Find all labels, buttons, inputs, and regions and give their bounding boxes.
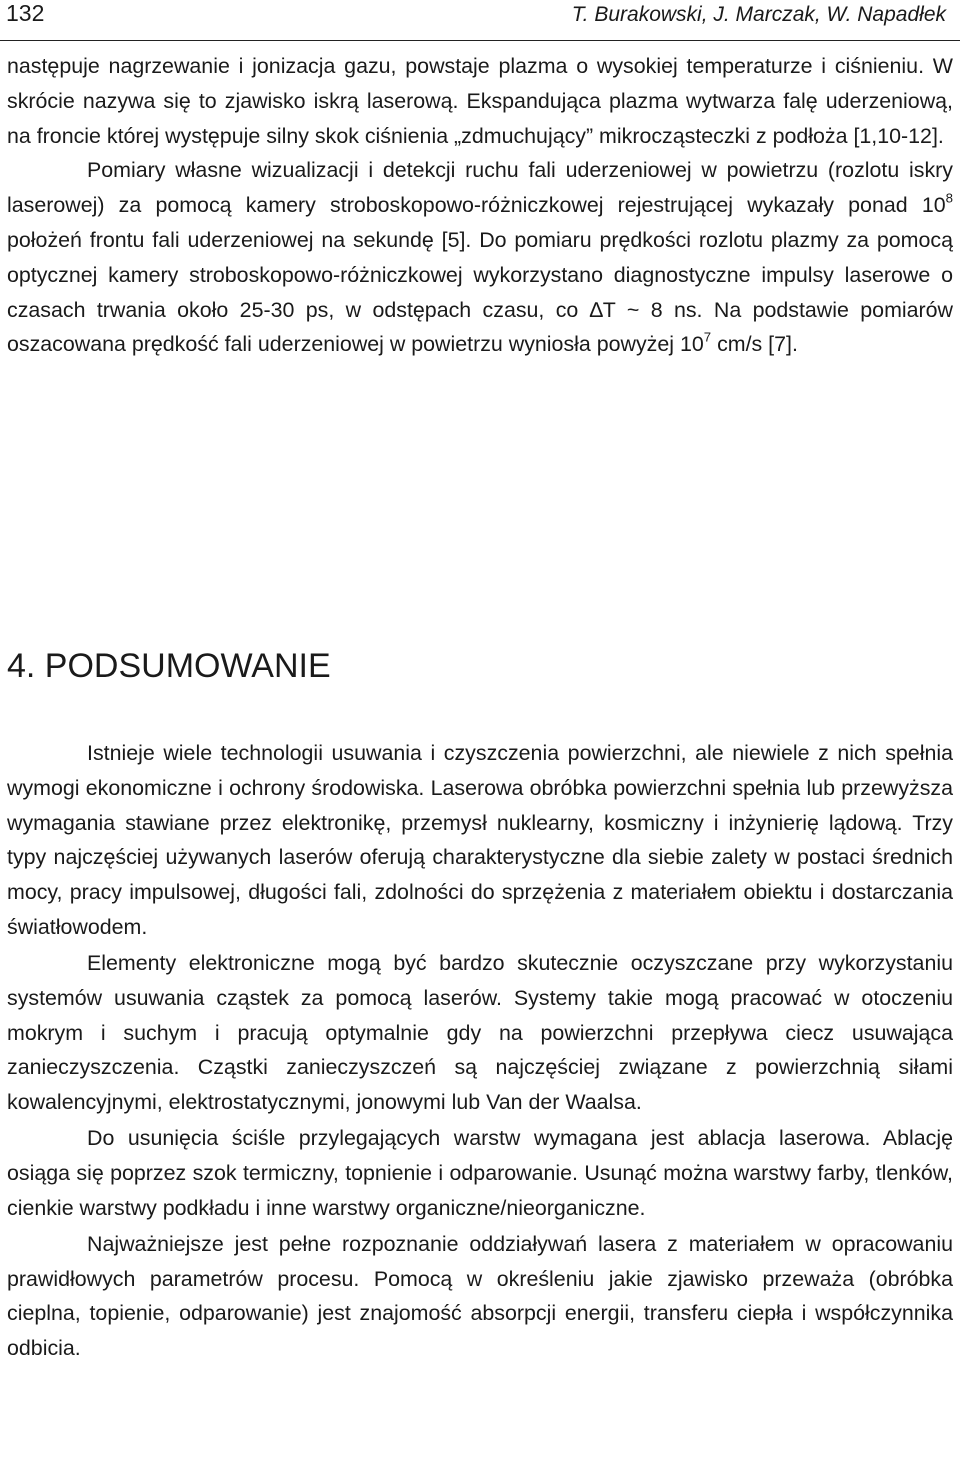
body-text-top [7, 49, 953, 362]
section-heading: 4. PODSUMOWANIE [7, 647, 331, 685]
summary-paragraph: Do usunięcia ściśle przylegających warstw wymagana jest ablacja laserowa. Ablację osiąga się poprzez szok termiczny, topnienie i odparowanie. Usunąć można warstwy farby, tlenków, cienkie warstwy podkładu i inne warstwy organiczne/nieorganiczne. [7, 1126, 953, 1220]
measurement-text-3: cm/s [7]. [711, 332, 798, 357]
measurement-paragraph [7, 153, 953, 362]
intro-paragraph: następuje nagrzewanie i jonizacja gazu, powstaje plazma o wysokiej temperaturze i ciśnieniu. W skrócie nazywa się to zjawisko iskrą laserową. Ekspandująca plazma wytwarza falę uderzeniową, na froncie której występuje silny skok ciśnienia „zdmuchujący” mikrocząsteczki z podłoża [1,10-12]. [7, 54, 953, 148]
summary-paragraph: Elementy elektroniczne mogą być bardzo skutecznie oczyszczane przy wykorzystaniu systemów usuwania cząstek za pomocą laserów. Systemy takie mogą pracować w otoczeniu mokrym i suchym i pracują optymalnie gdy na powierzchni przepływa ciecz usuwająca zanieczyszczenia. Cząstki zanieczyszczeń są najczęściej związane z powierzchnią siłami kowalencyjnymi, elektrostatycznymi, jonowymi lub Van der Waalsa. [7, 950, 953, 1115]
summary-section-body [7, 736, 953, 1367]
exponent-8: 8 [945, 190, 953, 206]
measurement-text-2: położeń frontu fali uderzeniowej na sekundę [5]. Do pomiaru prędkości rozlotu plazmy za pomocą optycznej kamery stroboskopowo-różniczkowej wykorzystano diagnostyczne impulsy laserowe o czasach trwania około 25-30 ps, w odstępach czasu, co ∆T ~ 8 ns. Na podstawie pomiarów oszacowana prędkość fali uderzeniowej w powietrzu wyniosła powyżej 10 [7, 227, 953, 357]
page-header [0, 0, 960, 41]
exponent-7: 7 [703, 329, 712, 345]
summary-paragraph: Istnieje wiele technologii usuwania i czyszczenia powierzchni, ale niewiele z nich spełnia wymogi ekonomiczne i ochrony środowiska. Laserowa obróbka powierzchni spełnia lub przewyższa wymagania stawiane przez elektronikę, przemysł nuklearny, kosmiczny i inżynierię lądową. Trzy typy najczęściej używanych laserów oferują charakterystyczne dla siebie zalety w postaci średnich mocy, pracy impulsowej, długości fali, zdolności do sprzężenia z materiałem obiektu i dostarczania światłowodem. [7, 741, 953, 939]
summary-paragraph: Najważniejsze jest pełne rozpoznanie oddziaływań lasera z materiałem w opracowaniu prawidłowych parametrów procesu. Pomocą w określeniu jakie zjawisko przeważa (obróbka cieplna, topienie, odparowanie) jest znajomość absorpcji energii, transferu ciepła i współczynnika odbicia. [7, 1231, 953, 1361]
measurement-text-1: Pomiary własne wizualizacji i detekcji ruchu fali uderzeniowej w powietrzu (rozlotu iskry laserowej) za pomocą kamery stroboskopowo-różniczkowej rejestrującej wykazały ponad 10 [7, 158, 953, 218]
page-number: 132 [6, 0, 45, 26]
running-head-authors: T. Burakowski, J. Marczak, W. Napadłek [571, 3, 946, 26]
